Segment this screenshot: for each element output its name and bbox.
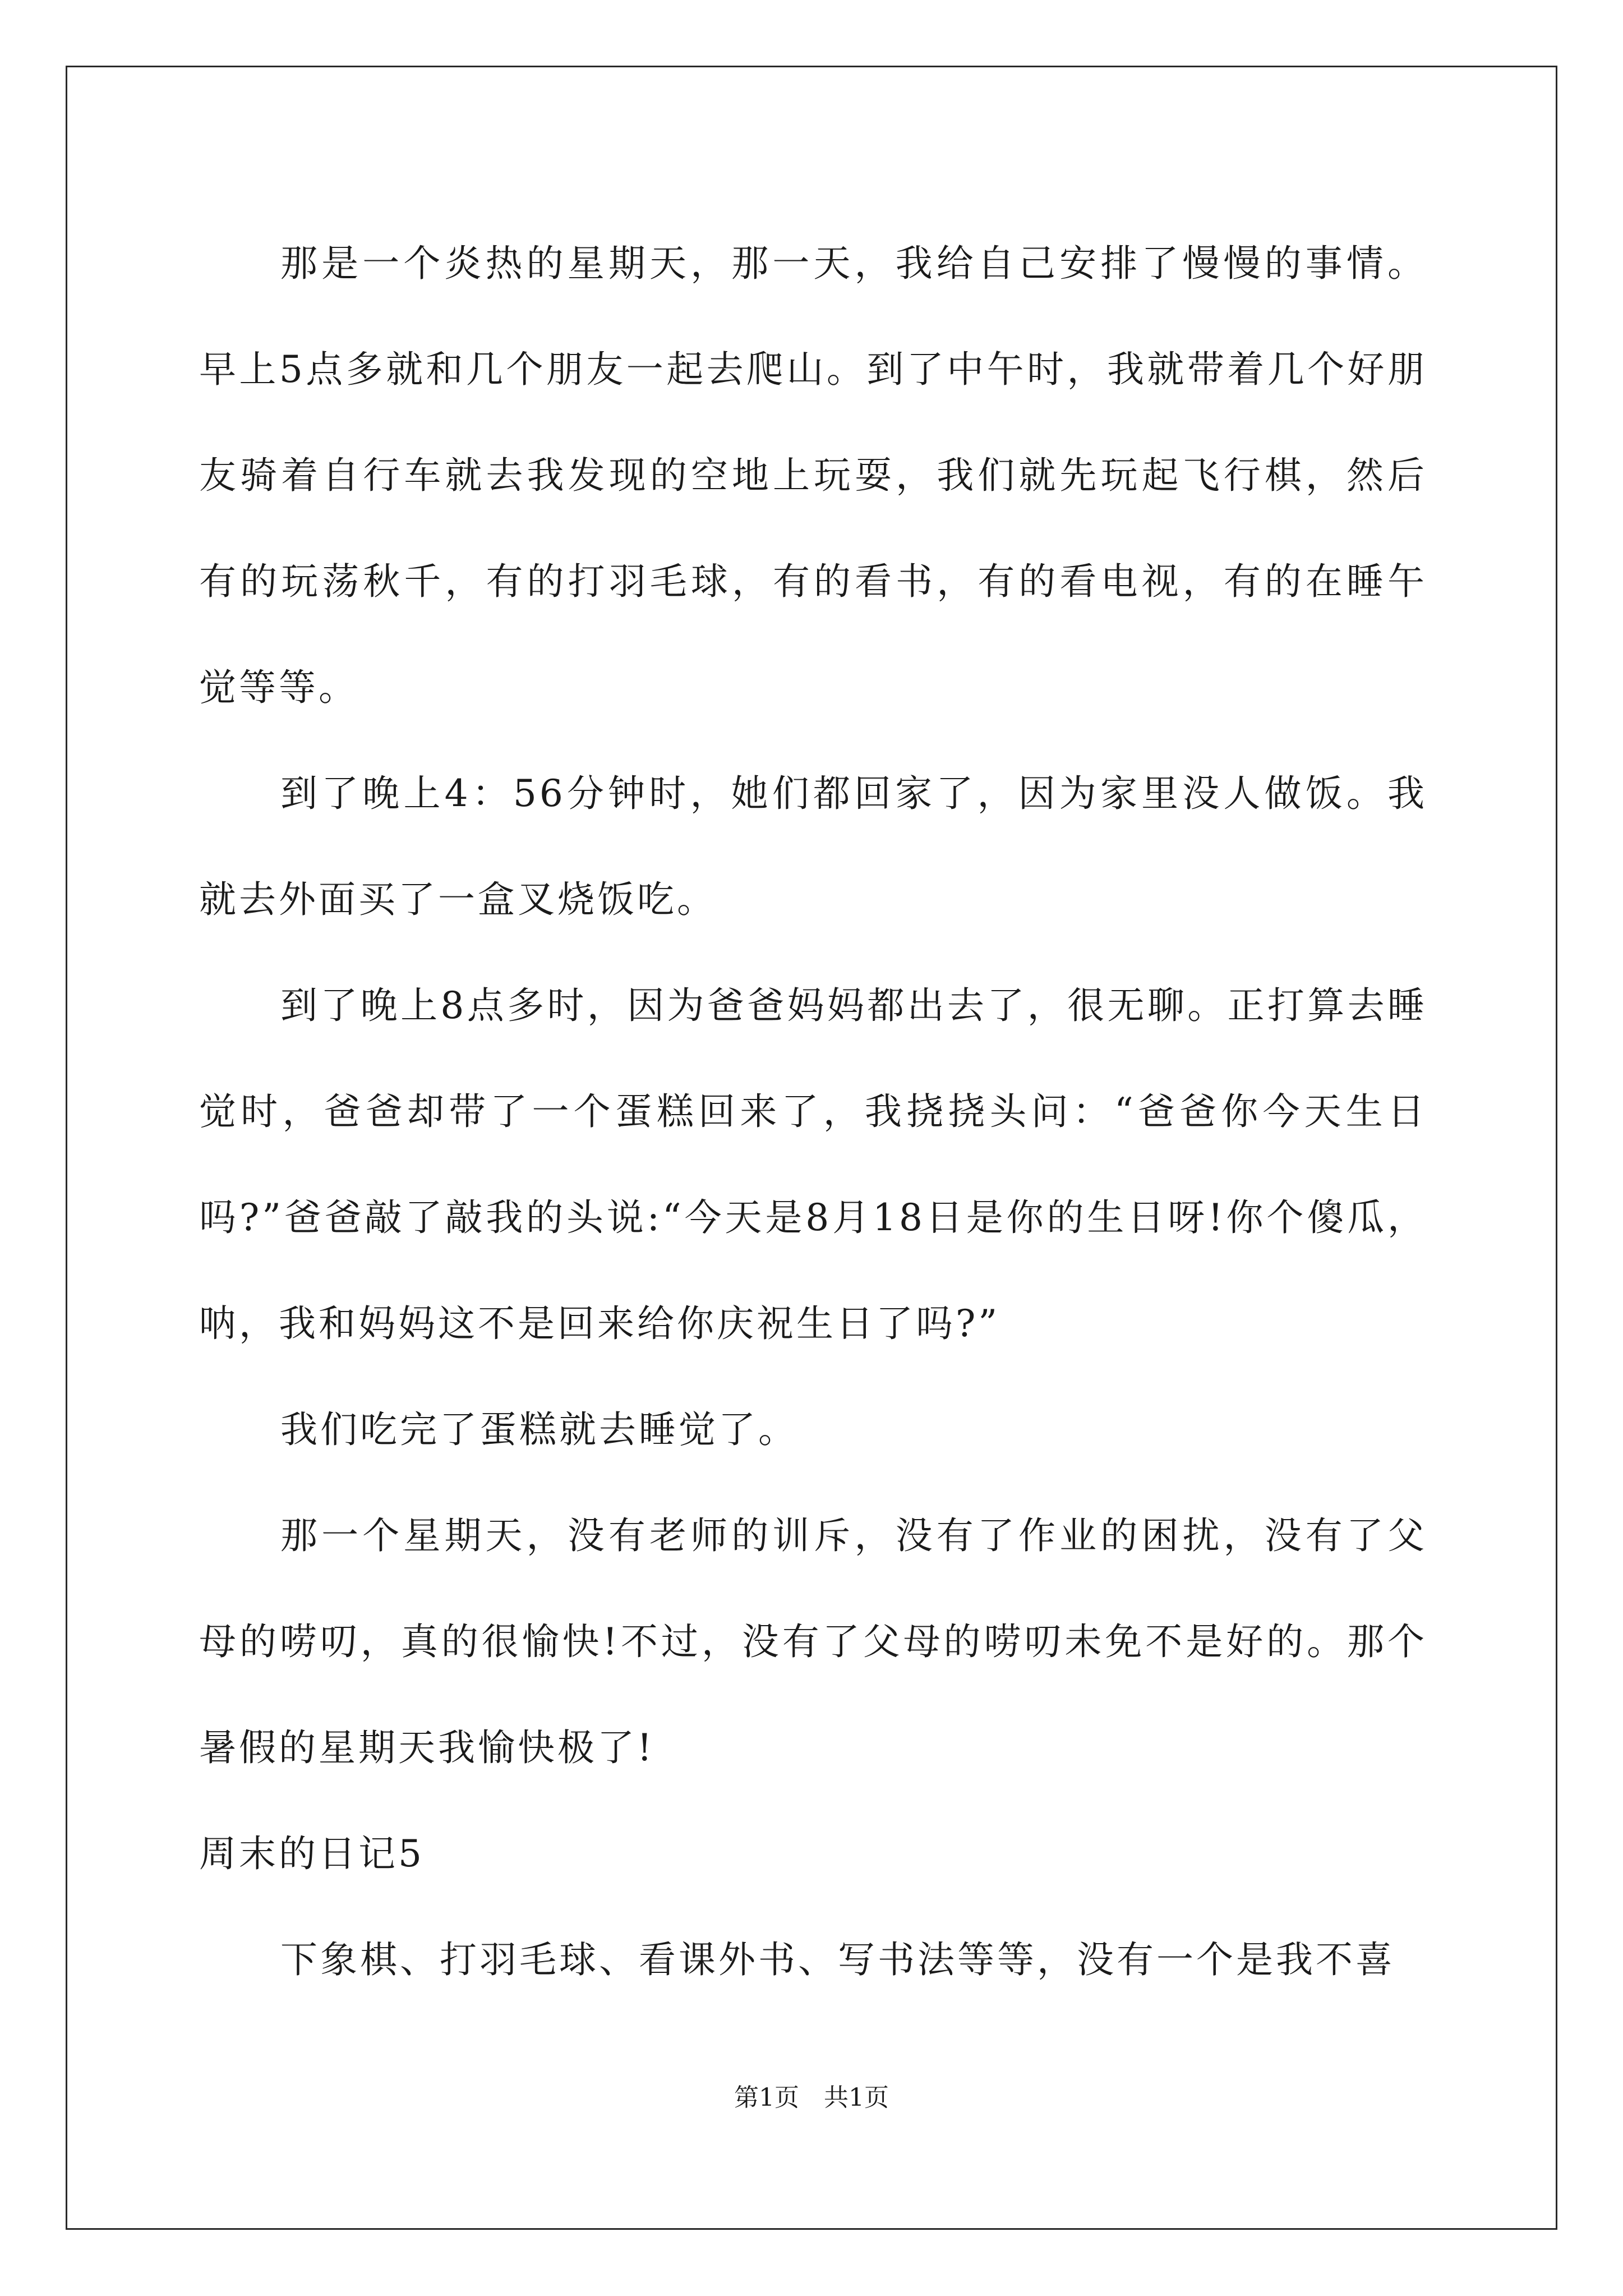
paragraph-6: 下象棋、打羽毛球、看课外书、写书法等等，没有一个是我不喜	[280, 1938, 1395, 1981]
paragraph-3: 到了晚上8点多时，因为爸爸妈妈都出去了，很无聊。正打算去睡觉时，爸爸却带了一个蛋糕回来了，我挠挠头问：“爸爸你今天生日吗?”爸爸敲了敲我的头说:“今天是8月18日是你的生日呀!你个傻瓜，呐，我和妈妈这不是回来给你庆祝生日了吗?”	[199, 984, 1427, 1345]
paragraph-5: 那一个星期天，没有老师的训斥，没有了作业的困扰，没有了父母的唠叨，真的很愉快!不过，没有了父母的唠叨未免不是好的。那个暑假的星期天我愉快极了!	[199, 1514, 1427, 1769]
paragraph-1: 那是一个炎热的星期天，那一天，我给自己安排了慢慢的事情。早上5点多就和几个朋友一起去爬山。到了中午时，我就带着几个好朋友骑着自行车就去我发现的空地上玩耍，我们就先玩起飞行棋，然后有的玩荡秋千，有的打羽毛球，有的看书，有的看电视，有的在睡午觉等等。	[199, 242, 1427, 709]
section-heading: 周末的日记5	[199, 1832, 425, 1875]
paragraph-2: 到了晚上4：56分钟时，她们都回家了，因为家里没人做饭。我就去外面买了一盒叉烧饭吃。	[199, 772, 1427, 921]
paragraph-4: 我们吃完了蛋糕就去睡觉了。	[280, 1408, 798, 1451]
document-body	[199, 210, 1427, 2013]
page-footer: 第1页 共1页	[734, 2083, 889, 2112]
